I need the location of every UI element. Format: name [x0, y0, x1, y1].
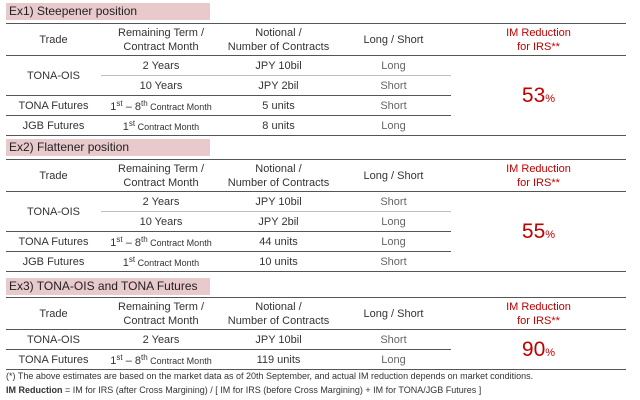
formula-text: = IM for IRS (after Cross Margining) / [ IM for IRS (before Cross Margining) + IM for TONA/JGB Futures ] — [62, 385, 482, 395]
header-notional: Notional / Number of Contracts — [221, 298, 336, 330]
header-trade: Trade — [6, 298, 101, 330]
term-cell: 1st Contract Month — [101, 252, 221, 272]
trade-cell: TONA Futures — [6, 232, 101, 252]
header-im-reduction: IM Reduction for IRS** — [451, 160, 626, 192]
term-cell: 1st – 8th Contract Month — [101, 232, 221, 252]
header-trade: Trade — [6, 160, 101, 192]
long-short-cell: Long — [336, 212, 451, 232]
header-term: Remaining Term / Contract Month — [101, 298, 221, 330]
notional-cell: JPY 2bil — [221, 76, 336, 96]
notional-cell: JPY 10bil — [221, 56, 336, 76]
long-short-cell: Short — [336, 252, 451, 272]
im-reduction-value: 53% — [451, 56, 626, 136]
header-im-reduction: IM Reduction for IRS** — [451, 24, 626, 56]
long-short-cell: Long — [336, 350, 451, 370]
term-cell: 10 Years — [101, 212, 221, 232]
table-row — [6, 192, 626, 212]
trade-cell: TONA-OIS — [6, 330, 101, 350]
notional-cell: 8 units — [221, 116, 336, 136]
header-long-short: Long / Short — [336, 160, 451, 192]
ex1-section-title: Ex1) Steepener position — [6, 3, 210, 20]
long-short-cell: Short — [336, 76, 451, 96]
table-row — [6, 56, 626, 76]
term-cell: 1st – 8th Contract Month — [101, 350, 221, 370]
trade-cell: TONA-OIS — [6, 56, 101, 96]
trade-cell: TONA Futures — [6, 350, 101, 370]
long-short-cell: Short — [336, 330, 451, 350]
long-short-cell: Short — [336, 96, 451, 116]
header-im-reduction: IM Reduction for IRS** — [451, 298, 626, 330]
notional-cell: 10 units — [221, 252, 336, 272]
trade-cell: TONA-OIS — [6, 192, 101, 232]
notional-cell: JPY 2bil — [221, 212, 336, 232]
header-term: Remaining Term / Contract Month — [101, 160, 221, 192]
trade-cell: JGB Futures — [6, 116, 101, 136]
ex1-header-row — [6, 24, 626, 56]
ex2-header-row — [6, 160, 626, 192]
trade-cell: JGB Futures — [6, 252, 101, 272]
long-short-cell: Long — [336, 56, 451, 76]
notional-cell: JPY 10bil — [221, 192, 336, 212]
im-reduction-value: 90% — [451, 330, 626, 370]
ex3-header-row — [6, 298, 626, 330]
term-cell: 2 Years — [101, 56, 221, 76]
formula-label: IM Reduction — [6, 385, 63, 395]
notional-cell: 119 units — [221, 350, 336, 370]
long-short-cell: Short — [336, 192, 451, 212]
footnote: (*) The above estimates are based on the market data as of 20th September, and actual IM reduction depends on market conditions. — [6, 371, 534, 381]
header-long-short: Long / Short — [336, 24, 451, 56]
term-cell: 1st Contract Month — [101, 116, 221, 136]
ex2-table — [6, 159, 626, 272]
formula-note — [6, 385, 626, 395]
long-short-cell: Long — [336, 116, 451, 136]
ex3-section-title: Ex3) TONA-OIS and TONA Futures — [6, 278, 210, 295]
header-trade: Trade — [6, 24, 101, 56]
term-cell: 10 Years — [101, 76, 221, 96]
notional-cell: JPY 10bil — [221, 330, 336, 350]
ex3-table — [6, 297, 626, 370]
header-term: Remaining Term / Contract Month — [101, 24, 221, 56]
im-reduction-value: 55% — [451, 192, 626, 272]
term-cell: 2 Years — [101, 330, 221, 350]
header-long-short: Long / Short — [336, 298, 451, 330]
table-row — [6, 330, 626, 350]
term-cell: 1st – 8th Contract Month — [101, 96, 221, 116]
notional-cell: 5 units — [221, 96, 336, 116]
ex2-section-title: Ex2) Flattener position — [6, 139, 210, 156]
notional-cell: 44 units — [221, 232, 336, 252]
header-notional: Notional / Number of Contracts — [221, 24, 336, 56]
header-notional: Notional / Number of Contracts — [221, 160, 336, 192]
ex1-table — [6, 23, 626, 136]
trade-cell: TONA Futures — [6, 96, 101, 116]
long-short-cell: Long — [336, 232, 451, 252]
term-cell: 2 Years — [101, 192, 221, 212]
